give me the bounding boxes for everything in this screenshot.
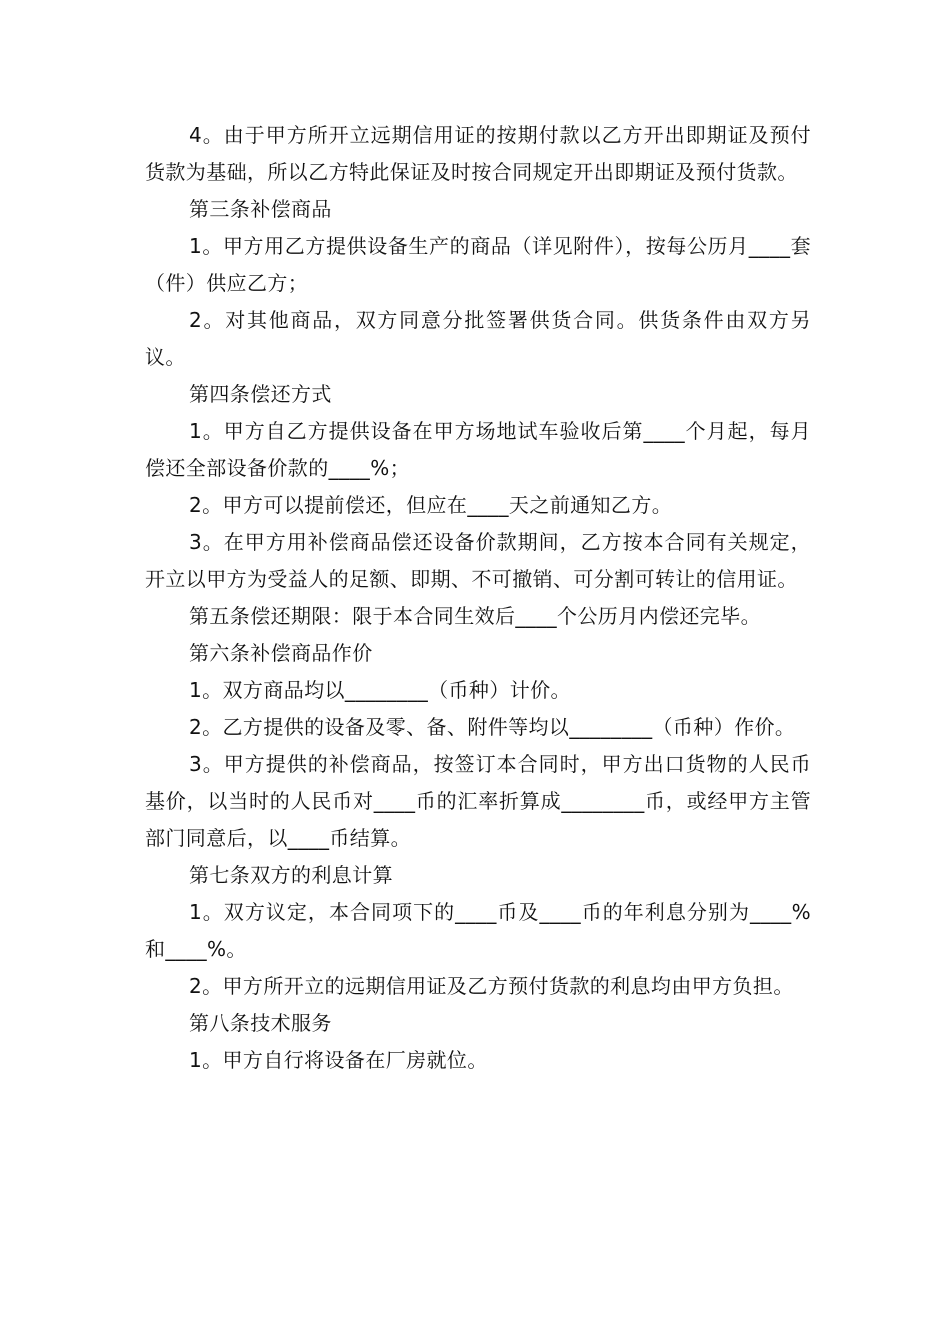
- contract-body: [145, 117, 811, 1079]
- clause-6-3: 3。甲方提供的补偿商品，按签订本合同时，甲方出口货物的人民币基价，以当时的人民币对____币的汇率折算成________币，或经甲方主管部门同意后，以____币结算。: [145, 752, 811, 850]
- clause-3-1: 1。甲方用乙方提供设备生产的商品（详见附件），按每公历月____套（件）供应乙方；: [145, 234, 811, 295]
- clause-6-2: 2。乙方提供的设备及零、备、附件等均以________（币种）作价。: [189, 715, 796, 739]
- clause-4-1: 1。甲方自乙方提供设备在甲方场地试车验收后第____个月起，每月偿还全部设备价款的____%；: [145, 419, 811, 480]
- article-7-heading: 第七条双方的利息计算: [189, 863, 393, 887]
- article-5-heading: 第五条偿还期限：限于本合同生效后____个公历月内偿还完毕。: [189, 604, 761, 628]
- article-8-heading: 第八条技术服务: [189, 1011, 332, 1035]
- clause-6-1: 1。双方商品均以________（币种）计价。: [189, 678, 571, 702]
- clause-4-3: 3。在甲方用补偿商品偿还设备价款期间，乙方按本合同有关规定，开立以甲方为受益人的足额、即期、不可撤销、可分割可转让的信用证。: [145, 530, 811, 591]
- article-4-heading: 第四条偿还方式: [189, 382, 332, 406]
- clause-4-2: 2。甲方可以提前偿还，但应在____天之前通知乙方。: [189, 493, 673, 517]
- article-6-heading: 第六条补偿商品作价: [189, 641, 373, 665]
- article-3-heading: 第三条补偿商品: [189, 197, 332, 221]
- clause-3-2: 2。对其他商品，双方同意分批签署供货合同。供货条件由双方另议。: [145, 308, 811, 369]
- clause-7-2: 2。甲方所开立的远期信用证及乙方预付货款的利息均由甲方负担。: [189, 974, 794, 998]
- clause-8-1: 1。甲方自行将设备在厂房就位。: [189, 1048, 488, 1072]
- clause-2-4: 4。由于甲方所开立远期信用证的按期付款以乙方开出即期证及预付货款为基础，所以乙方特此保证及时按合同规定开出即期证及预付货款。: [145, 123, 811, 184]
- clause-7-1: 1。双方议定，本合同项下的____币及____币的年利息分别为____%和____%。: [145, 900, 811, 961]
